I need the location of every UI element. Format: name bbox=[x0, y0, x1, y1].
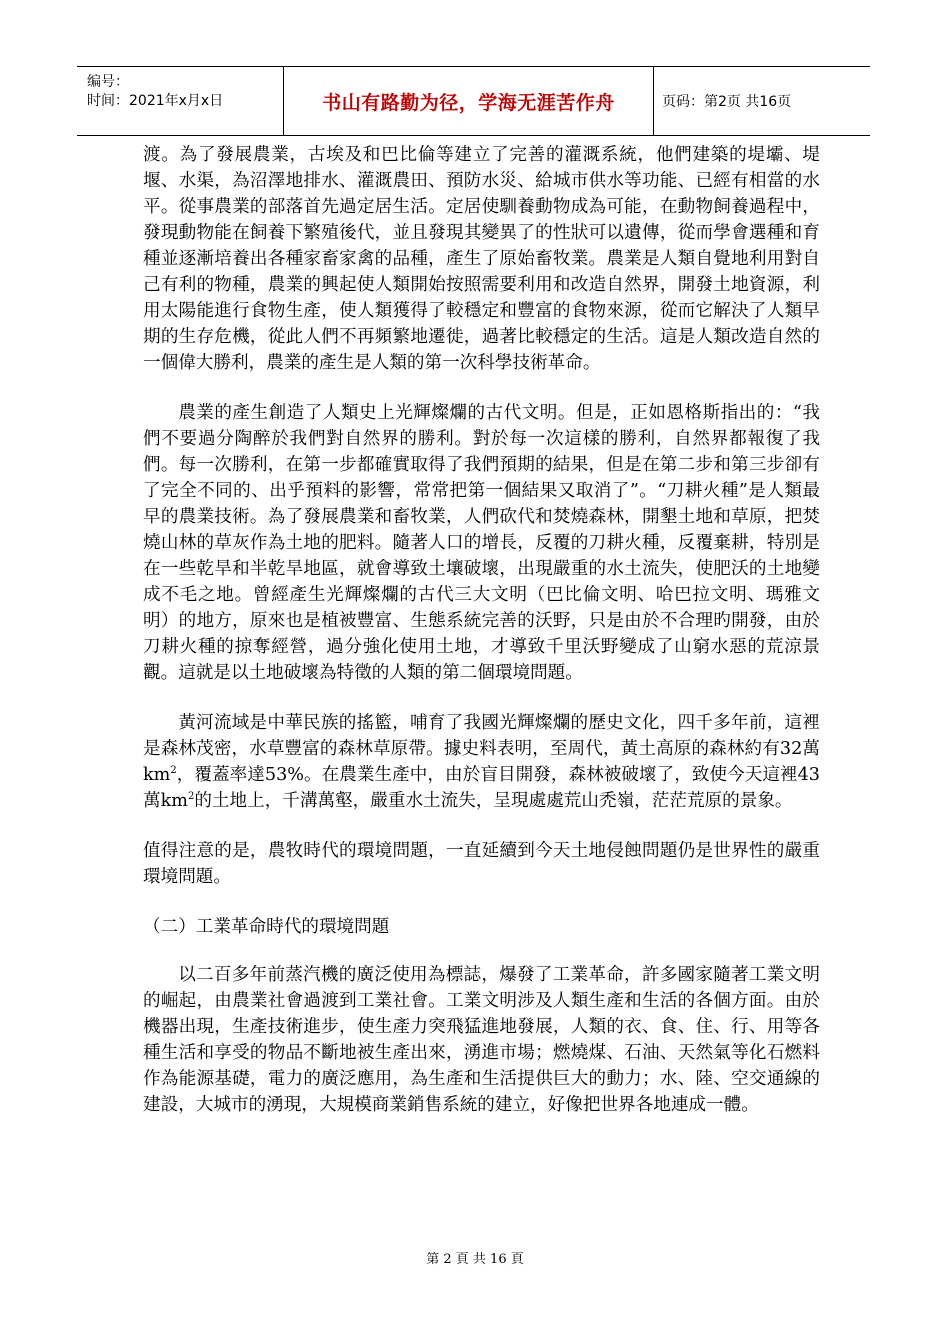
document-body bbox=[143, 142, 820, 1142]
header-motto: 书山有路勤为径，学海无涯苦作舟 bbox=[284, 67, 654, 135]
paragraph-4: 值得注意的是，農牧時代的環境問題，一直延續到今天土地侵蝕問題仍是世界性的嚴重環境問題。 bbox=[143, 841, 820, 887]
page-header bbox=[77, 66, 870, 136]
superscript-2-a: 2 bbox=[170, 765, 177, 777]
paragraph-3-part-c: 的土地上，千溝萬壑，嚴重水土流失，呈現處處荒山禿嶺，茫茫荒原的景象。 bbox=[194, 791, 793, 811]
section-heading: （二）工業革命時代的環境問題 bbox=[143, 917, 390, 937]
superscript-2-b: 2 bbox=[187, 791, 195, 803]
paragraph-3-part-b: ，覆蓋率達53%。在農業生產中，由於盲目開發，森林被破壞了，致使今天這裡43萬km bbox=[143, 765, 820, 811]
paragraph-3-part-a: 黃河流域是中華民族的搖籃，哺育了我國光輝燦爛的歷史文化，四千多年前，這裡是森林茂密，水草豐富的森林草原帶。據史料表明，至周代，黃土高原的森林約有32萬km bbox=[143, 713, 820, 785]
paragraph-3 bbox=[143, 710, 820, 814]
page-footer: 第 2 頁 共 16 頁 bbox=[426, 1252, 524, 1267]
header-page-info: 页码：第2页 共16页 bbox=[662, 94, 792, 110]
time-label: 时间：2021年x月x日 bbox=[87, 93, 224, 109]
paragraph-2: 農業的產生創造了人類史上光輝燦爛的古代文明。但是，正如恩格斯指出的：“我們不要過分陶醉於我們對自然界的勝利。對於每一次這樣的勝利，自然界都報復了我們。每一次勝利，在第一步都確實取得了我們預期的結果，但是在第二步和第三步卻有了完全不同的、出乎預料的影響，常常把第一個結果又取消了”。“刀耕火種”是人類最早的農業技術。為了發展農業和畜牧業，人們砍代和焚燒森林，開墾土地和草原，把焚燒山林的草灰作為土地的肥料。隨著人口的增長，反覆的刀耕火種，反覆棄耕，特別是在一些乾旱和半乾旱地區，就會導致土壤破壞，出現嚴重的水土流失，使肥沃的土地變成不毛之地。曾經產生光輝燦爛的古代三大文明（巴比倫文明、哈巴拉文明、瑪雅文明）的地方，原來也是植被豐富、生態系統完善的沃野，只是由於不合理旳開發，由於刀耕火種的掠奪經營，過分強化使用土地，才導致千里沃野變成了山窮水惡的荒涼景觀。這就是以土地破壞為特徵的人類的第二個環境問題。 bbox=[143, 403, 820, 683]
paragraph-5: 以二百多年前蒸汽機的廣泛使用為標誌，爆發了工業革命，許多國家隨著工業文明的崛起，由農業社會過渡到工業社會。工業文明涉及人類生產和生活的各個方面。由於機器出現，生產技術進步，使生產力突飛猛進地發展，人類的衣、食、住、行、用等各種生活和享受的物品不斷地被生產出來，湧進市場；燃燒煤、石油、天然氣等化石燃料作為能源基礎，電力的廣泛應用，為生產和生活提供巨大的動力；水、陸、空交通線的建設，大城市的湧現，大規模商業銷售系統的建立，好像把世界各地連成一體。 bbox=[143, 965, 820, 1115]
serial-label: 编号： bbox=[87, 74, 129, 90]
paragraph-1: 渡。為了發展農業，古埃及和巴比倫等建立了完善的灌溉系統，他們建築的堤壩、堤堰、水渠，為沼澤地排水、灌溉農田、預防水災、給城市供水等功能、已經有相當的水平。從事農業的部落首先過定居生活。定居使馴養動物成為可能，在動物飼養過程中，發現動物能在飼養下繁殖後代，並且發現其變異了的性狀可以遺傳，從而學會選種和育種並逐漸培養出各種家畜家禽的品種，產生了原始畜牧業。農業是人類自覺地利用對自己有利的物種，農業的興起使人類開始按照需要利用和改造自然界，開發土地資源，利用太陽能進行食物生產，使人類獲得了較穩定和豐富的食物來源，從而它解決了人類早期的生存危機，從此人們不再頻繁地遷徙，過著比較穩定的生活。這是人類改造自然的一個偉大勝利，農業的產生是人類的第一次科學技術革命。 bbox=[143, 145, 820, 373]
header-meta bbox=[77, 67, 284, 135]
